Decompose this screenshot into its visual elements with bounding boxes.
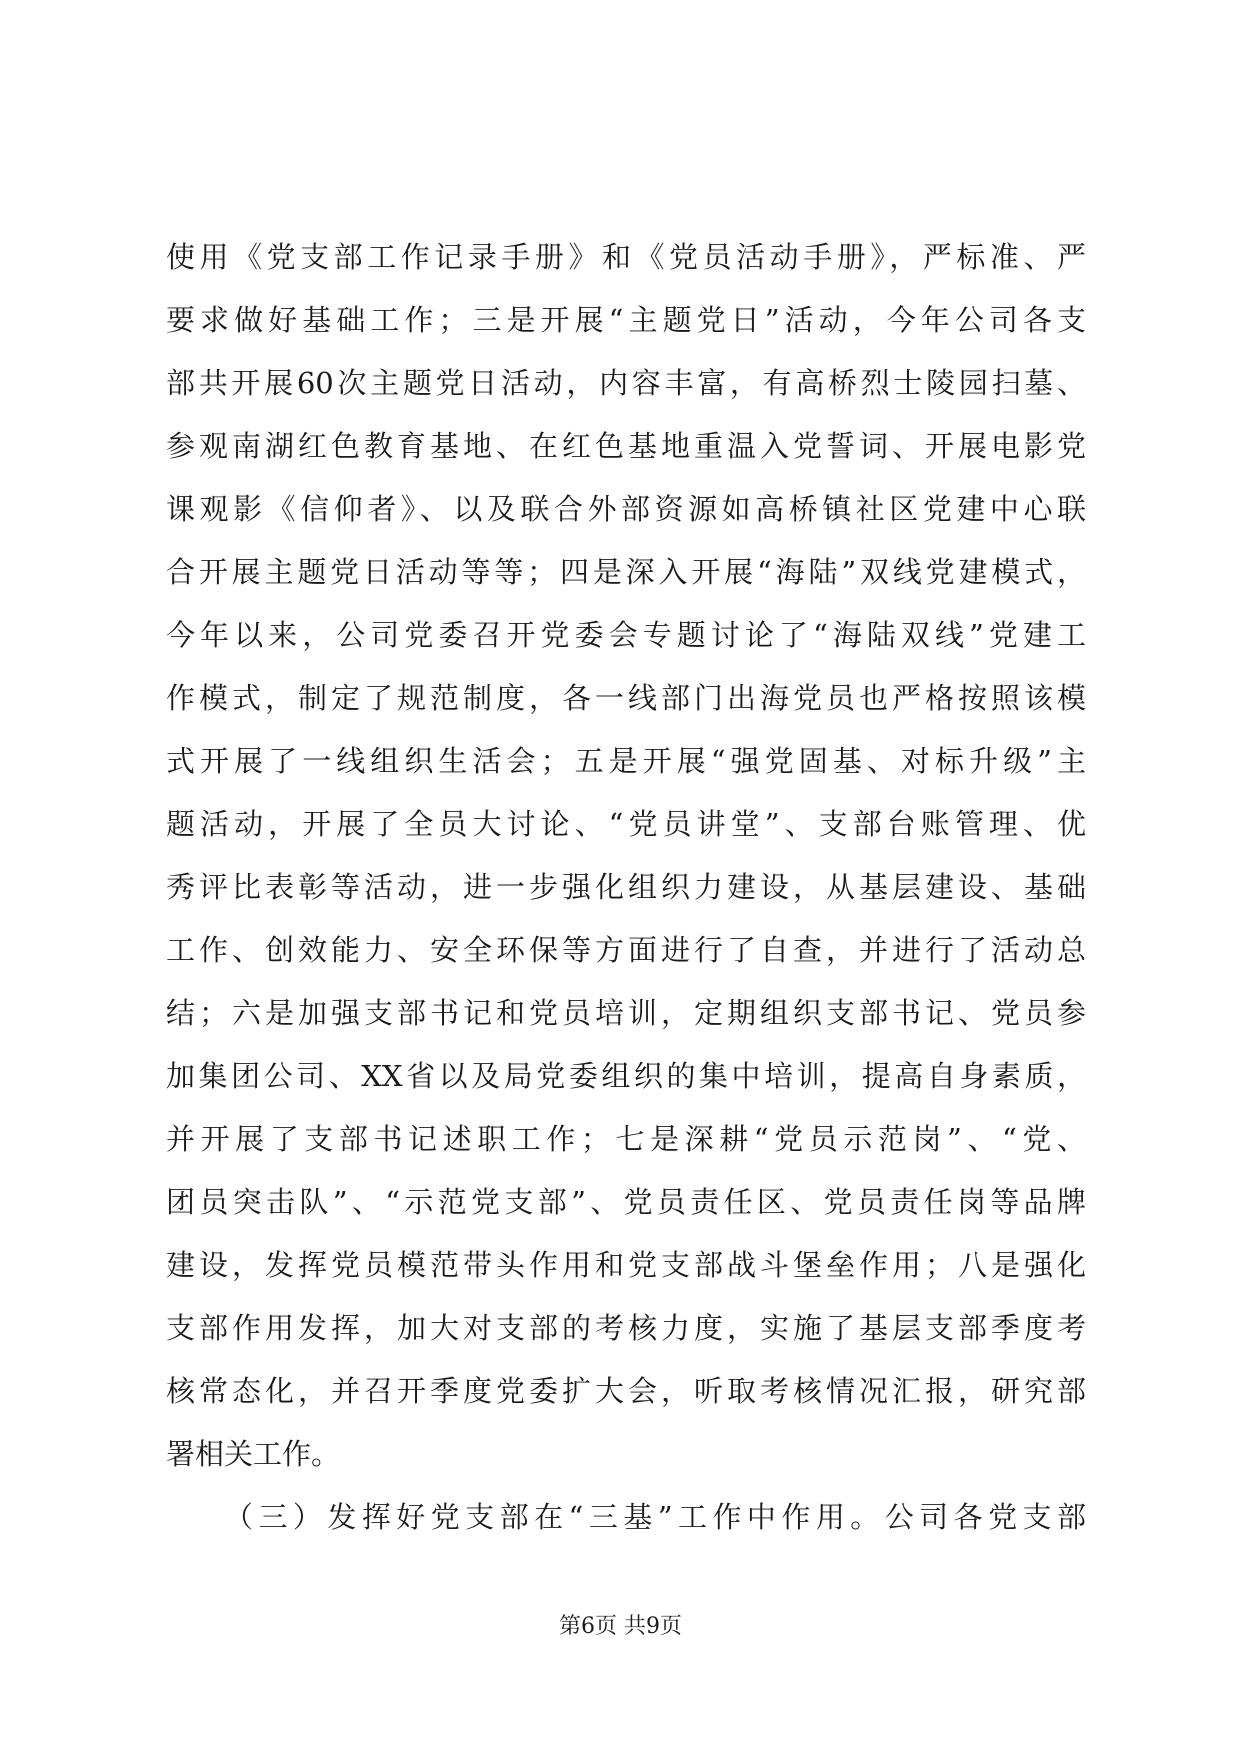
text-line: 作模式，制定了规范制度，各一线部门出海党员也严格按照该模	[166, 681, 1086, 715]
section-heading-line: （三）发挥好党支部在“三基”工作中作用。公司各党支部	[224, 1500, 1086, 1534]
text-line: 支部作用发挥，加大对支部的考核力度，实施了基层支部季度考	[166, 1311, 1086, 1345]
text-line: 式开展了一线组织生活会；五是开展“强党固基、对标升级”主	[166, 744, 1086, 778]
paragraph-end-line: 署相关工作。	[166, 1437, 341, 1471]
text-line: 课观影《信仰者》、以及联合外部资源如高桥镇社区党建中心联	[166, 492, 1086, 526]
text-line: 秀评比表彰等活动，进一步强化组织力建设，从基层建设、基础	[166, 870, 1086, 904]
text-line: 题活动，开展了全员大讨论、“党员讲堂”、支部台账管理、优	[166, 807, 1086, 841]
text-line: 要求做好基础工作；三是开展“主题党日”活动，今年公司各支	[166, 303, 1086, 337]
text-line: 部共开展60次主题党日活动，内容丰富，有高桥烈士陵园扫墓、	[166, 366, 1086, 400]
text-line: 参观南湖红色教育基地、在红色基地重温入党誓词、开展电影党	[166, 429, 1086, 463]
text-line: 合开展主题党日活动等等；四是深入开展“海陆”双线党建模式，	[166, 555, 1086, 589]
text-line: 团员突击队”、“示范党支部”、党员责任区、党员责任岗等品牌	[166, 1185, 1086, 1219]
text-line: 并开展了支部书记述职工作；七是深耕“党员示范岗”、“党、	[166, 1122, 1086, 1156]
text-line: 加集团公司、XX省以及局党委组织的集中培训，提高自身素质，	[166, 1059, 1086, 1093]
text-line: 核常态化，并召开季度党委扩大会，听取考核情况汇报，研究部	[166, 1374, 1086, 1408]
page-footer: 第6页 共9页	[559, 1614, 682, 1639]
text-line: 建设，发挥党员模范带头作用和党支部战斗堡垒作用；八是强化	[166, 1248, 1086, 1282]
body-text	[166, 226, 1086, 1549]
text-line: 今年以来，公司党委召开党委会专题讨论了“海陆双线”党建工	[166, 618, 1086, 652]
text-line: 使用《党支部工作记录手册》和《党员活动手册》，严标准、严	[166, 240, 1086, 274]
text-line: 工作、创效能力、安全环保等方面进行了自查，并进行了活动总	[166, 933, 1086, 967]
text-line: 结；六是加强支部书记和党员培训，定期组织支部书记、党员参	[166, 996, 1086, 1030]
